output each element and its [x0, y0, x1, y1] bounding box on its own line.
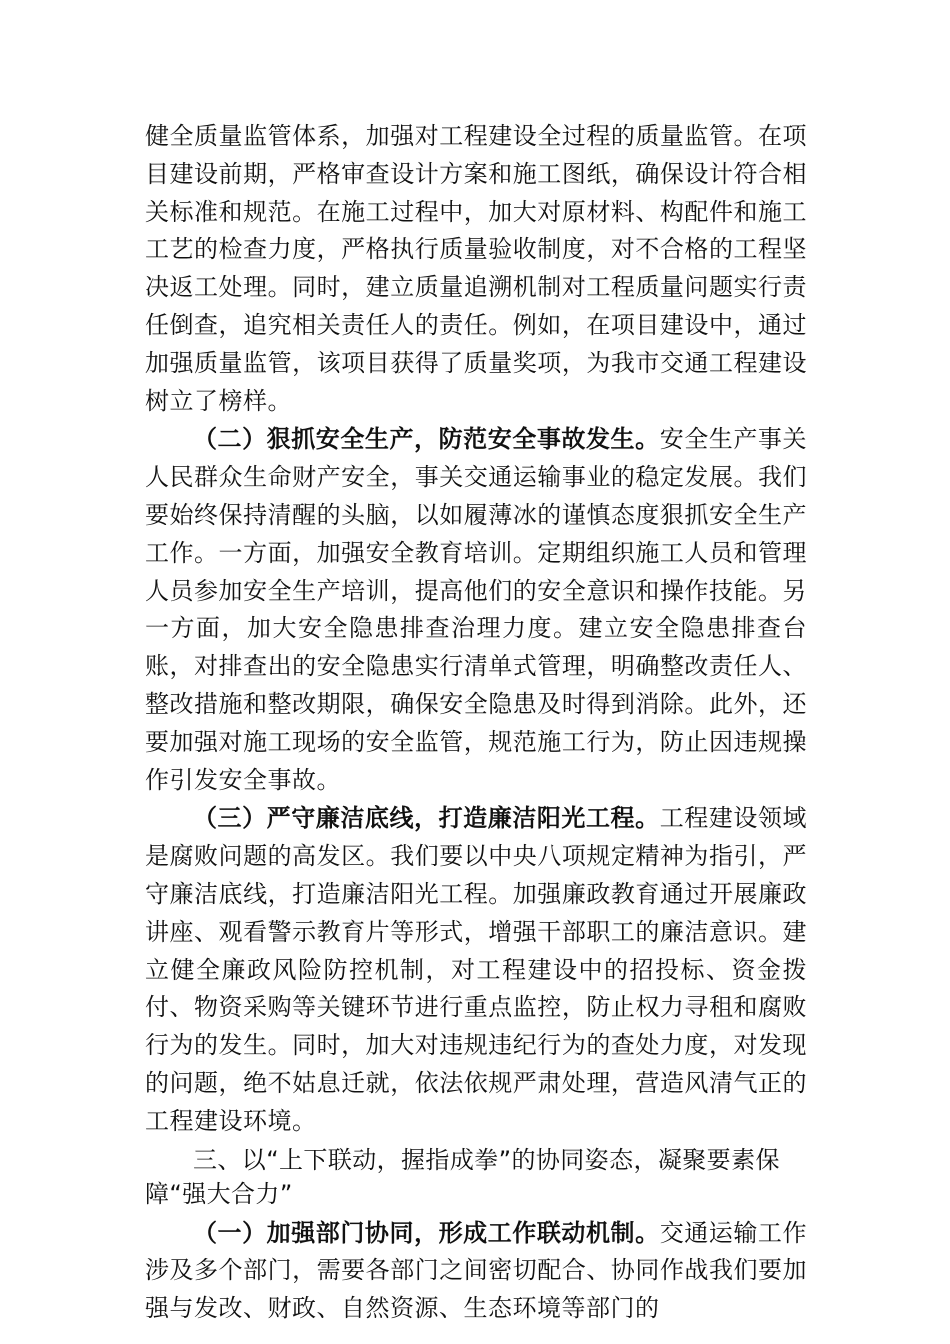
paragraph-integrity — [145, 799, 807, 1140]
section-title-safety: （二）狠抓安全生产，防范安全事故发生。 — [193, 424, 660, 454]
section-body-coordination: 交通运输工作涉及多个部门，需要各部门之间密切配合、协同作战我们要加强与发改、财政、自然资源、生态环境等部门的 — [145, 1218, 807, 1323]
section-title-coordination: （一）加强部门协同，形成工作联动机制。 — [193, 1217, 660, 1247]
section-title-integrity: （三）严守廉洁底线，打造廉洁阳光工程。 — [193, 803, 660, 833]
paragraph-safety-production — [145, 420, 807, 799]
paragraph-department-coordination — [145, 1214, 807, 1328]
paragraph-quality-supervision: 健全质量监管体系，加强对工程建设全过程的质量监管。在项目建设前期，严格审查设计方案和施工图纸，确保设计符合相关标准和规范。在施工过程中，加大对原材料、构配件和施工工艺的检查力度，严格执行质量验收制度，对不合格的工程坚决返工处理。同时，建立质量追溯机制对工程质量问题实行责任倒查，追究相关责任人的责任。例如，在项目建设中，通过加强质量监管，该项目获得了质量奖项，为我市交通工程建设树立了榜样。 — [145, 122, 807, 415]
section-body-integrity: 工程建设领域是腐败问题的高发区。我们要以中央八项规定精神为指引，严守廉洁底线，打造廉洁阳光工程。加强廉政教育通过开展廉政讲座、观看警示教育片等形式，增强干部职工的廉洁意识。建立健全廉政风险防控机制，对工程建设中的招投标、资金拨付、物资采购等关键环节进行重点监控，防止权力寻租和腐败行为的发生。同时，加大对违规违纪行为的查处力度，对发现的问题，绝不姑息迁就，依法依规严肃处理，营造风清气正的工程建设环境。 — [145, 804, 807, 1135]
chapter-heading-three: 三、以“上下联动，握指成拳”的协同姿态，凝聚要素保障“强大合力” — [145, 1145, 780, 1208]
document-page — [145, 118, 807, 1328]
section-body-safety: 安全生产事关人民群众生命财产安全，事关交通运输事业的稳定发展。我们要始终保持清醒的头脑，以如履薄冰的谨慎态度狠抓安全生产工作。一方面，加强安全教育培训。定期组织施工人员和管理人员参加安全生产培训，提高他们的安全意识和操作技能。另一方面，加大安全隐患排查治理力度。建立安全隐患排查台账，对排查出的安全隐患实行清单式管理，明确整改责任人、整改措施和整改期限，确保安全隐患及时得到消除。此外，还要加强对施工现场的安全监管，规范施工行为，防止因违规操作引发安全事故。 — [145, 425, 807, 794]
